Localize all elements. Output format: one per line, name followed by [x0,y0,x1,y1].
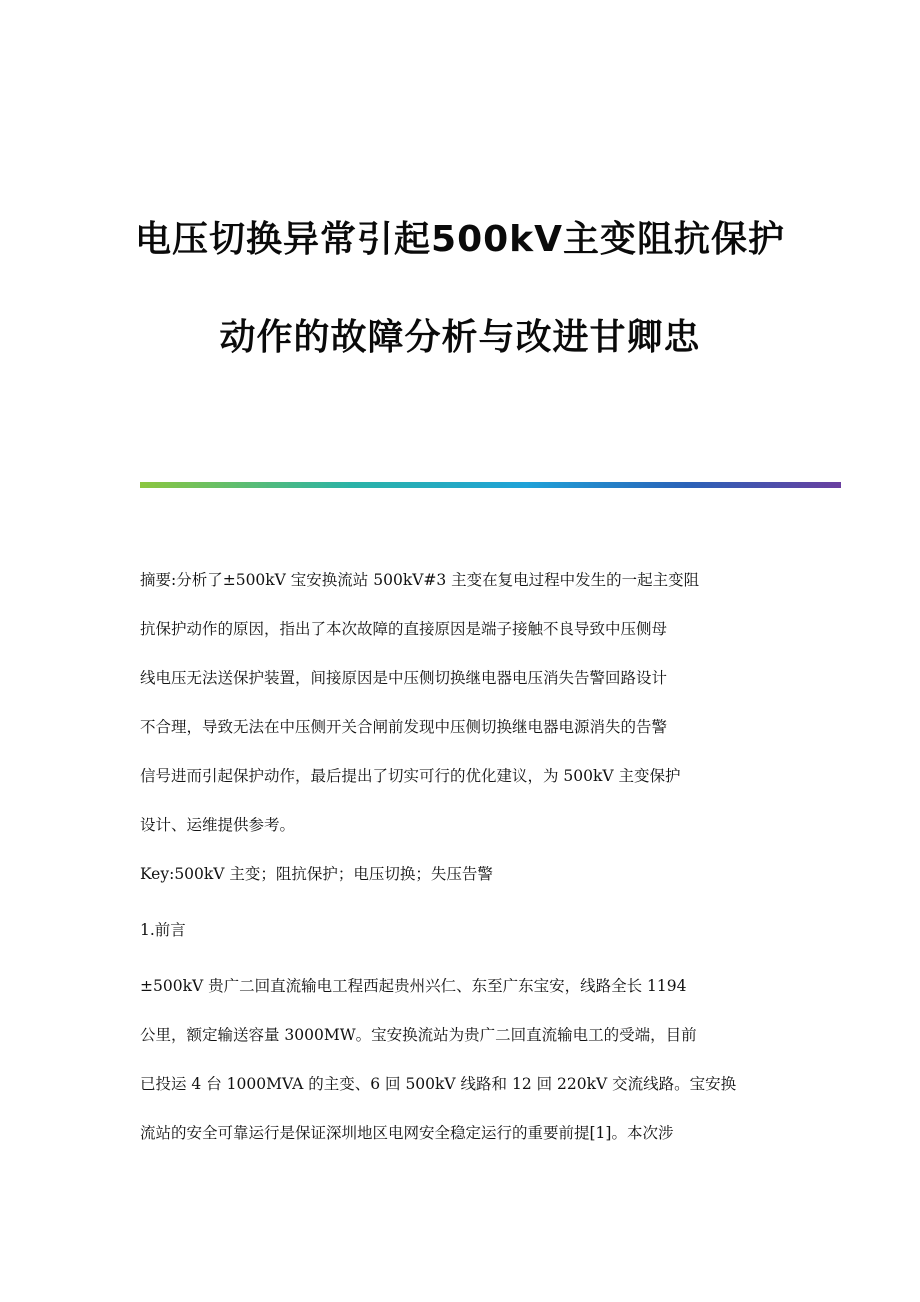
document-title-line-2: 动作的故障分析与改进甘卿忠 [219,317,701,358]
abstract-line: 抗保护动作的原因，指出了本次故障的直接原因是端子接触不良导致中压侧母 [140,620,668,638]
section-heading-text: 1.前言 [140,921,186,939]
abstract-line: 线电压无法送保护装置，间接原因是中压侧切换继电器电压消失告警回路设计 [140,669,668,687]
body-line: 已投运 4 台 1000MVA 的主变、6 回 500kV 线路和 12 回 220kV 交流线路。宝安换 [140,1075,737,1093]
abstract-paragraph [140,556,800,850]
abstract-line: 设计、运维提供参考。 [140,816,296,834]
keywords-text: Key:500kV 主变；阻抗保护；电压切换；失压告警 [140,865,493,883]
document-title-line-1: 电压切换异常引起500kV主变阻抗保护 [135,219,785,260]
body-paragraph [140,962,800,1158]
body-line: ±500kV 贵广二回直流输电工程西起贵州兴仁、东至广东宝安，线路全长 1194 [140,977,687,995]
body-line: 公里，额定输送容量 3000MW。宝安换流站为贵广二回直流输电工的受端，目前 [140,1026,697,1044]
body-line: 流站的安全可靠运行是保证深圳地区电网安全稳定运行的重要前提[1]。本次涉 [140,1124,674,1142]
gradient-divider [140,482,841,488]
abstract-line: 信号进而引起保护动作，最后提出了切实可行的优化建议，为 500kV 主变保护 [140,767,681,785]
abstract-line: 摘要:分析了±500kV 宝安换流站 500kV#3 主变在复电过程中发生的一起主变阻 [140,571,700,589]
section-heading [140,906,800,955]
keywords-line [140,850,800,899]
abstract-line: 不合理，导致无法在中压侧开关合闸前发现中压侧切换继电器电源消失的告警 [140,718,668,736]
